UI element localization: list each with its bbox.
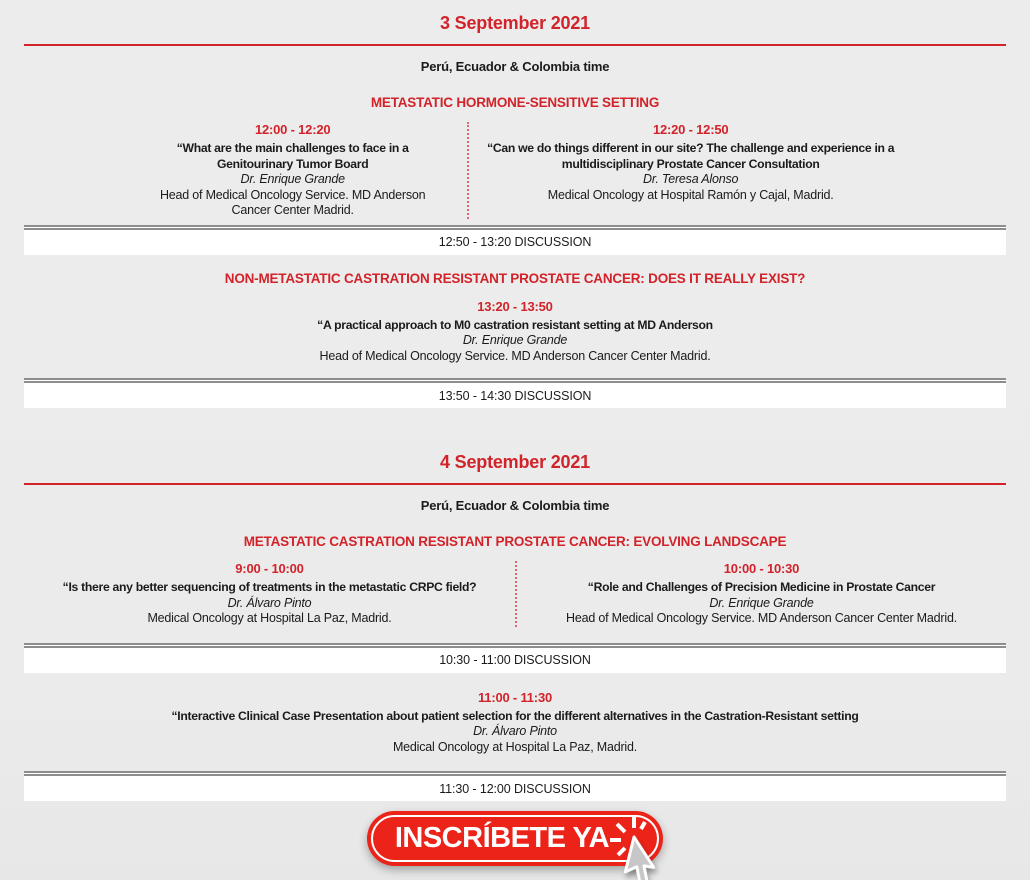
discussion-bar xyxy=(24,378,1006,408)
session-speaker: Dr. Enrique Grande xyxy=(709,595,814,610)
discussion-bar xyxy=(24,225,1006,255)
inscribete-label: INSCRÍBETE YA xyxy=(394,822,610,854)
day-2-date: 4 September 2021 xyxy=(440,452,590,472)
cta-row xyxy=(0,811,1030,866)
day-2-session-columns xyxy=(24,561,1006,627)
session-title: “What are the main challenges to face in a Genitourinary Tumor Board xyxy=(176,141,409,171)
day-1-timezone: Perú, Ecuador & Colombia time xyxy=(420,59,610,74)
discussion-bar xyxy=(24,643,1006,673)
discussion-label: 11:30 - 12:00 DISCUSSION xyxy=(439,781,591,796)
discussion-label: 12:50 - 13:20 DISCUSSION xyxy=(438,235,592,249)
session-speaker: Dr. Teresa Alonso xyxy=(643,172,739,186)
day-2 xyxy=(0,452,1030,801)
session-title: “Interactive Clinical Case Presentation about patient selection for the different alternatives in the Castration-Resistant setting xyxy=(171,708,859,723)
discussion-label: 10:30 - 11:00 DISCUSSION xyxy=(439,653,591,667)
session-title: “Is there any better sequencing of treatments in the metastatic CRPC field? xyxy=(62,580,477,594)
session-affiliation: Medical Oncology at Hospital La Paz, Madrid. xyxy=(147,611,392,625)
session-affiliation: Medical Oncology at Hospital Ramón y Cajal, Madrid. xyxy=(547,187,834,202)
session-title: “Can we do things different in our site? The challenge and experience in a multidisciplinary Prostate Cancer Consultation xyxy=(487,141,895,171)
day-1 xyxy=(0,13,1030,408)
day-1-section-1-heading: METASTATIC HORMONE-SENSITIVE SETTING xyxy=(370,95,660,110)
session-affiliation: Head of Medical Oncology Service. MD Anderson Cancer Center Madrid. xyxy=(566,611,957,625)
session-title: “Role and Challenges of Precision Medicine in Prostate Cancer xyxy=(587,580,936,594)
session-time: 12:00 - 12:20 xyxy=(254,122,331,137)
session-time: 12:20 - 12:50 xyxy=(652,122,729,137)
session-time: 11:00 - 11:30 xyxy=(477,689,553,705)
session-card xyxy=(467,122,912,219)
session-card xyxy=(24,561,515,627)
day-1-date: 3 September 2021 xyxy=(440,13,590,33)
session-time: 9:00 - 10:00 xyxy=(235,561,304,576)
session-time: 10:00 - 10:30 xyxy=(723,561,800,576)
day-1-session-columns xyxy=(118,122,912,219)
discussion-bar xyxy=(24,771,1006,801)
day-2-section-1-heading: METASTATIC CASTRATION RESISTANT PROSTATE CANCER: EVOLVING LANDSCAPE xyxy=(243,534,787,549)
session-card xyxy=(0,299,1030,365)
session-speaker: Dr. Álvaro Pinto xyxy=(227,595,312,610)
session-card xyxy=(515,561,1006,627)
day-1-divider-line xyxy=(24,44,1006,46)
session-time: 13:20 - 13:50 xyxy=(477,298,553,314)
session-affiliation: Head of Medical Oncology Service. MD Anderson Cancer Center Madrid. xyxy=(159,187,426,217)
session-affiliation: Head of Medical Oncology Service. MD Anderson Cancer Center Madrid. xyxy=(319,348,711,363)
session-affiliation: Medical Oncology at Hospital La Paz, Madrid. xyxy=(392,739,638,754)
session-title: “A practical approach to M0 castration resistant setting at MD Anderson xyxy=(317,317,713,332)
day-2-timezone: Perú, Ecuador & Colombia time xyxy=(420,498,610,513)
day-2-divider-line xyxy=(24,483,1006,485)
session-card xyxy=(0,690,1030,756)
day-1-section-2-heading: NON-METASTATIC CASTRATION RESISTANT PROSTATE CANCER: DOES IT REALLY EXIST? xyxy=(224,270,806,286)
discussion-label: 13:50 - 14:30 DISCUSSION xyxy=(438,388,592,403)
session-speaker: Dr. Enrique Grande xyxy=(462,333,568,347)
session-speaker: Dr. Álvaro Pinto xyxy=(473,724,557,738)
inscribete-button[interactable] xyxy=(367,811,663,866)
session-card xyxy=(118,122,467,219)
session-speaker: Dr. Enrique Grande xyxy=(240,172,345,186)
